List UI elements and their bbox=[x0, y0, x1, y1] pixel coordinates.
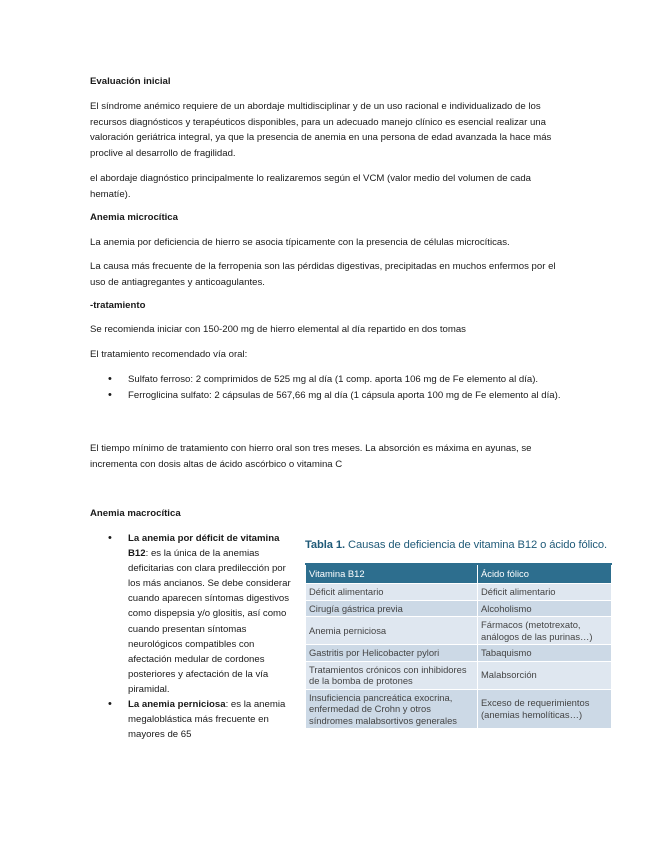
term-deficit-b12: La anemia por déficit de vitamina B12 bbox=[128, 533, 280, 560]
paragraph-abordaje-vcm: el abordaje diagnóstico principalmente lo realizaremos según el VCM (valor medio del volumen de cada hematíe). bbox=[90, 173, 532, 200]
paragraph-dosis-hierro: Se recomienda iniciar con 150-200 mg de hierro elemental al día repartido en dos tomas bbox=[90, 324, 466, 335]
term-anemia-perniciosa-text: : es la anemia megaloblástica más frecuente en mayores de 65 bbox=[128, 699, 286, 741]
table-cell: Exceso de requerimientos (anemias hemolíticas…) bbox=[478, 689, 612, 729]
table-row bbox=[306, 584, 612, 601]
table-cell: Tabaquismo bbox=[478, 645, 612, 662]
table-header-folico: Ácido fólico bbox=[478, 564, 612, 584]
table-caption-text: Causas de deficiencia de vitamina B12 o ácido fólico. bbox=[345, 539, 608, 551]
section-title-tratamiento: -tratamiento bbox=[90, 300, 146, 311]
section-title-macrocitica: Anemia macrocítica bbox=[90, 508, 181, 519]
table-figure bbox=[305, 539, 617, 729]
table-row bbox=[306, 600, 612, 617]
macrocitica-column bbox=[90, 531, 295, 742]
table-cell: Alcoholismo bbox=[478, 600, 612, 617]
table-cell: Gastritis por Helicobacter pylori bbox=[306, 645, 478, 662]
treatment-list bbox=[90, 372, 570, 403]
table-row bbox=[306, 661, 612, 689]
list-item: • Sulfato ferroso: 2 comprimidos de 525 mg al día (1 comp. aporta 106 mg de Fe elemento al día). bbox=[90, 372, 570, 388]
list-item bbox=[90, 697, 295, 742]
paragraph-ferropenia: La causa más frecuente de la ferropenia son las pérdidas digestivas, precipitadas en muchos enfermos por el uso de antiagregantes y anticoagulantes. bbox=[90, 261, 556, 288]
table-row bbox=[306, 617, 612, 645]
table-cell: Cirugía gástrica previa bbox=[306, 600, 478, 617]
table-cell: Déficit alimentario bbox=[478, 584, 612, 601]
section-title-evaluacion: Evaluación inicial bbox=[90, 76, 171, 87]
table-cell: Tratamientos crónicos con inhibidores de la bomba de protones bbox=[306, 661, 478, 689]
causes-table bbox=[305, 563, 612, 729]
list-item bbox=[90, 531, 295, 697]
table-cell: Insuficiencia pancreática exocrina, enfermedad de Crohn y otros síndromes malabsortivos generales bbox=[306, 689, 478, 729]
paragraph-deficiencia-hierro: La anemia por deficiencia de hierro se asocia típicamente con la presencia de células microcíticas. bbox=[90, 237, 510, 248]
table-cell: Fármacos (metotrexato, análogos de las purinas…) bbox=[478, 617, 612, 645]
table-row bbox=[306, 645, 612, 662]
table-header-b12: Vitamina B12 bbox=[306, 564, 478, 584]
table-caption bbox=[305, 539, 617, 551]
table-cell: Déficit alimentario bbox=[306, 584, 478, 601]
paragraph-tiempo-minimo: El tiempo mínimo de tratamiento con hierro oral son tres meses. La absorción es máxima en ayunas, se incrementa con dosis altas de ácido ascórbico o vitamina C bbox=[90, 443, 532, 470]
table-cell: Anemia perniciosa bbox=[306, 617, 478, 645]
table-caption-label: Tabla 1. bbox=[305, 539, 346, 551]
paragraph-sindrome-anemico: El síndrome anémico requiere de un abordaje multidisciplinar y de un uso racional e individualizado de los recursos diagnósticos y terapéuticos disponibles, para un adecuado manejo clínico es esencial realizar una valoración geriátrica integral, ya que la presencia de anemia en una persona de edad avanzada la hace más proclive al desarrollo de fragilidad. bbox=[90, 101, 552, 159]
section-title-microcitica: Anemia microcítica bbox=[90, 212, 178, 223]
table-cell: Malabsorción bbox=[478, 661, 612, 689]
table-row bbox=[306, 689, 612, 729]
term-deficit-b12-text: : es la única de la anemias deficitarias con clara predilección por los más ancianos. Se debe considerar cuando aparecen síntomas digestivos como dispepsia y/o glositis, así como cuando presentan síntomas neurológicos compatibles con afectación medular de cordones posteriores y afectación de la vía piramidal. bbox=[128, 548, 291, 695]
term-anemia-perniciosa: La anemia perniciosa bbox=[128, 699, 226, 711]
paragraph-tratamiento-oral: El tratamiento recomendado vía oral: bbox=[90, 349, 248, 360]
list-item: • Ferroglicina sulfato: 2 cápsulas de 567,66 mg al día (1 cápsula aporta 100 mg de Fe elemento al día). bbox=[90, 388, 570, 404]
